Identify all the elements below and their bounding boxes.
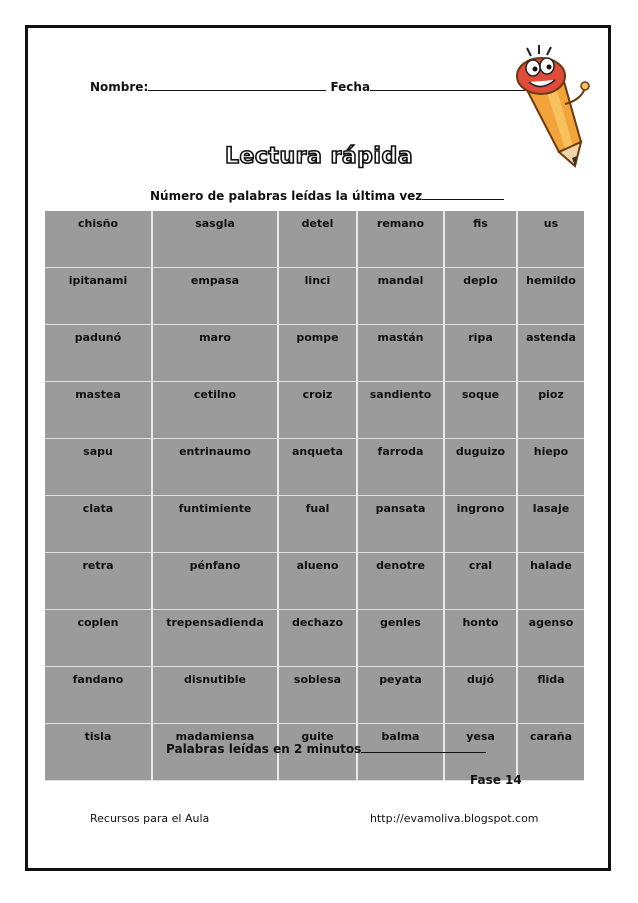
word-cell: retra	[45, 553, 152, 610]
word-row	[45, 610, 584, 667]
word-cell: hemildo	[526, 274, 576, 287]
word-cell: dujó	[444, 667, 517, 724]
word-cell: croiz	[278, 382, 357, 439]
word-cell: sapu	[45, 439, 152, 496]
word-cell: honto	[444, 610, 517, 667]
word-cell: funtimiente	[152, 496, 278, 553]
word-cell: maro	[152, 325, 278, 382]
word-cell: pénfano	[152, 553, 278, 610]
word-cell: genles	[357, 610, 444, 667]
word-cell: ingrono	[444, 496, 517, 553]
word-cell: balma	[357, 724, 444, 781]
word-cell: lasaje	[532, 502, 570, 515]
word-cell: alueno	[278, 553, 357, 610]
footer-url: http://evamoliva.blogspot.com	[370, 812, 539, 825]
date-label: Fecha	[330, 80, 371, 94]
word-cell: remano	[357, 211, 444, 268]
last-time-label: Número de palabras leídas la última vez	[150, 189, 423, 203]
word-cell: pioz	[538, 388, 564, 401]
word-cell: ipitanami	[45, 268, 152, 325]
word-cell: fandano	[45, 667, 152, 724]
date-blank	[370, 78, 525, 91]
word-cell: denotre	[357, 553, 444, 610]
word-row	[45, 268, 584, 325]
word-cell: us	[543, 217, 559, 230]
word-cell: farroda	[357, 439, 444, 496]
word-row	[45, 667, 584, 724]
word-cell: guite	[278, 724, 357, 781]
word-row	[45, 439, 584, 496]
phase-label: Fase 14	[470, 773, 522, 787]
word-cell: detel	[278, 211, 357, 268]
word-cell: mastán	[357, 325, 444, 382]
name-date-line	[90, 78, 525, 94]
word-cell: cral	[444, 553, 517, 610]
word-cell: linci	[278, 268, 357, 325]
word-cell: mandal	[357, 268, 444, 325]
word-cell: fual	[278, 496, 357, 553]
word-row	[45, 382, 584, 439]
word-cell: sasgla	[152, 211, 278, 268]
word-cell: yesa	[444, 724, 517, 781]
word-cell: fis	[444, 211, 517, 268]
name-blank	[148, 78, 326, 91]
word-cell: entrinaumo	[152, 439, 278, 496]
name-label: Nombre:	[90, 80, 149, 94]
word-cell: duguizo	[444, 439, 517, 496]
word-cell: padunó	[45, 325, 152, 382]
word-cell: cetilno	[152, 382, 278, 439]
word-cell: sandiento	[357, 382, 444, 439]
word-row	[45, 325, 584, 382]
last-time-blank	[422, 187, 504, 200]
word-cell: clata	[45, 496, 152, 553]
word-cell: halade	[530, 559, 572, 572]
word-cell: deplo	[444, 268, 517, 325]
word-cell: flida	[537, 673, 565, 686]
word-cell: astenda	[526, 331, 576, 344]
last-time-line	[150, 187, 504, 203]
word-cell: ripa	[444, 325, 517, 382]
word-cell: dechazo	[278, 610, 357, 667]
word-cell: soque	[444, 382, 517, 439]
word-cell: tisla	[45, 724, 152, 781]
word-cell: hiepo	[533, 445, 569, 458]
word-cell: soblesa	[278, 667, 357, 724]
word-cell: coplen	[45, 610, 152, 667]
word-cell: caraña	[529, 730, 573, 743]
word-cell: empasa	[152, 268, 278, 325]
minutes-blank	[361, 740, 486, 753]
word-cell: trepensadienda	[152, 610, 278, 667]
words-table	[45, 211, 584, 781]
word-row	[45, 553, 584, 610]
word-cell: madamiensa	[152, 724, 278, 781]
word-row	[45, 211, 584, 268]
word-cell: anqueta	[278, 439, 357, 496]
word-cell: disnutible	[152, 667, 278, 724]
word-cell: peyata	[357, 667, 444, 724]
word-cell: pansata	[357, 496, 444, 553]
footer-credit: Recursos para el Aula	[90, 812, 210, 825]
word-row	[45, 496, 584, 553]
word-cell: agenso	[528, 616, 574, 629]
minutes-line	[166, 740, 486, 756]
word-cell: pompe	[278, 325, 357, 382]
page-title: Lectura rápida	[224, 144, 414, 169]
word-cell: mastea	[45, 382, 152, 439]
minutes-label: Palabras leídas en 2 minutos	[166, 742, 362, 756]
word-cell: chisño	[45, 211, 152, 268]
